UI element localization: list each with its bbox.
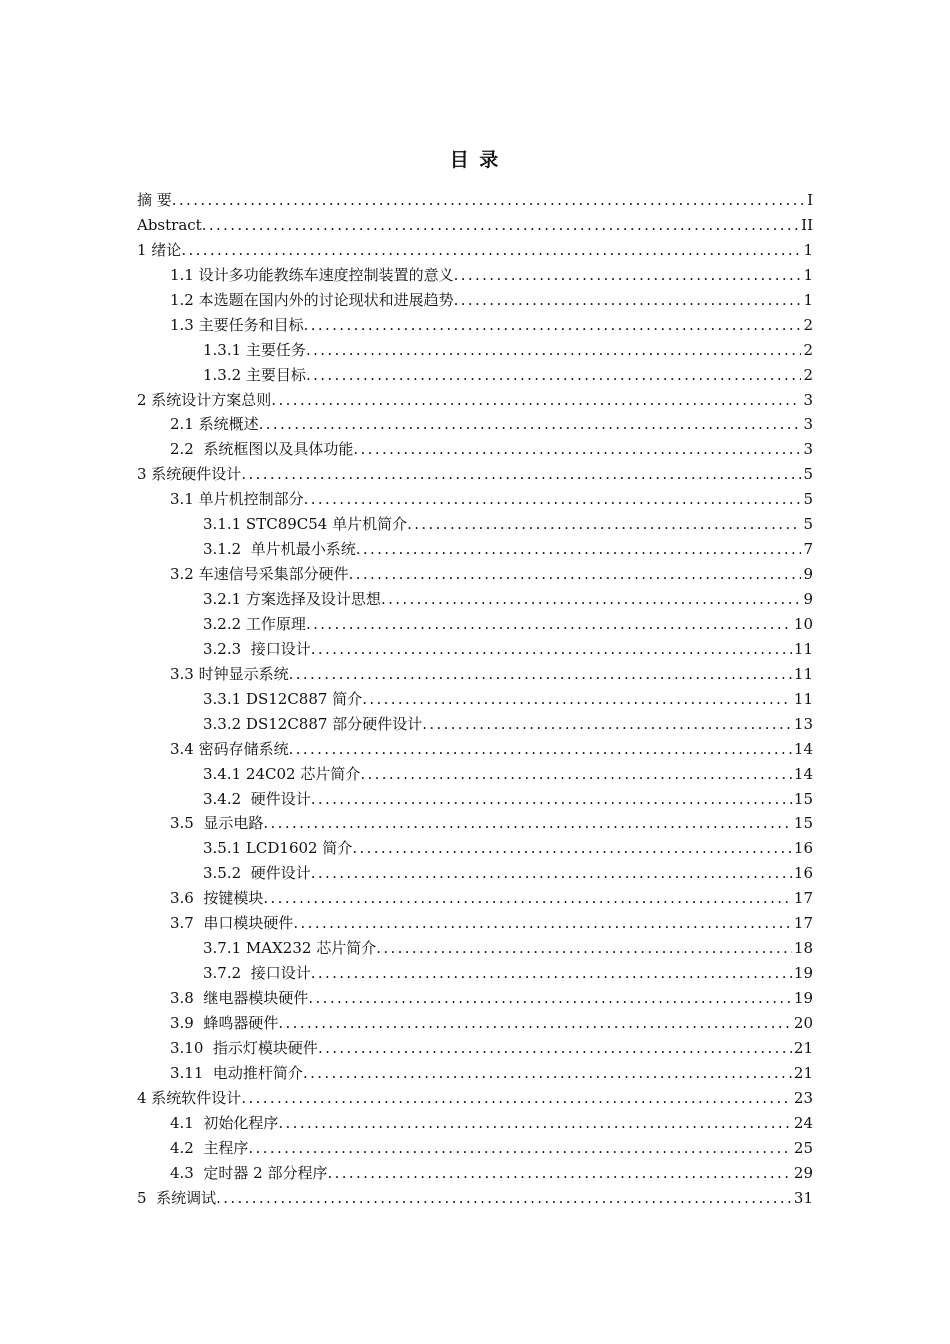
- toc-entry[interactable]: [137, 886, 813, 911]
- toc-entry-label: 1.2 本选题在国内外的讨论现状和进展趋势: [170, 290, 454, 309]
- dot-leader: [306, 363, 802, 388]
- toc-entry[interactable]: [137, 238, 813, 263]
- toc-entry-label: 1.3.1 主要任务: [203, 340, 306, 359]
- toc-entry-label: 3.7 串口模块硬件: [170, 914, 294, 933]
- toc-entry-label: 3.3.1 DS12C887 简介: [203, 689, 363, 708]
- dot-leader: [352, 836, 792, 861]
- toc-entry-page-number: 9: [803, 590, 813, 608]
- toc-entry-label: 3.8 继电器模块硬件: [170, 989, 309, 1007]
- toc-entry-page-number: 3: [803, 390, 813, 409]
- toc-entry-page-number: 21: [793, 1063, 813, 1082]
- toc-entry-label: 3.5.1 LCD1602 简介: [203, 839, 353, 858]
- dot-leader: [289, 662, 792, 687]
- toc-entry-label: 3.6 按键模块: [170, 889, 264, 908]
- dot-leader: [422, 712, 792, 737]
- toc-entry-page-number: 24: [793, 1113, 813, 1132]
- toc-entry[interactable]: [137, 587, 813, 612]
- toc-entry-page-number: 14: [793, 739, 813, 758]
- toc-entry-label: 3.7.1 MAX232 芯片简介: [203, 939, 377, 958]
- toc-entry[interactable]: [137, 811, 813, 836]
- toc-entry[interactable]: [137, 188, 813, 213]
- dot-leader: [311, 637, 792, 662]
- toc-entry-label: 3.2.3 接口设计: [203, 639, 311, 658]
- dot-leader: [376, 936, 792, 961]
- toc-entry-label: 4.2 主程序: [170, 1138, 249, 1157]
- toc-entry[interactable]: [137, 1111, 813, 1136]
- toc-entry-label: 3.2 车速信号采集部分硬件: [170, 565, 349, 584]
- toc-entry[interactable]: [137, 1011, 813, 1036]
- toc-entry-page-number: 11: [793, 639, 813, 658]
- toc-entry[interactable]: [137, 288, 813, 313]
- toc-entry-page-number: 5: [803, 490, 813, 509]
- toc-entry-label: 3.7.2 接口设计: [203, 964, 311, 983]
- toc-entry-label: 4.1 初始化程序: [170, 1113, 279, 1132]
- toc-entry[interactable]: [137, 462, 813, 487]
- toc-entry-label: 3.11 电动推杆简介: [170, 1063, 303, 1082]
- toc-entry-page-number: 23: [793, 1088, 813, 1107]
- toc-entry[interactable]: [137, 961, 813, 986]
- toc-entry-label: 3.3.2 DS12C887 部分硬件设计: [203, 714, 423, 733]
- toc-entry[interactable]: [137, 737, 813, 762]
- toc-entry-label: 3.4.2 硬件设计: [203, 789, 311, 808]
- dot-leader: [263, 811, 792, 836]
- toc-entry-label: 摘 要: [137, 191, 172, 209]
- dot-leader: [311, 861, 792, 886]
- toc-entry-page-number: 11: [793, 664, 813, 683]
- toc-entry[interactable]: [137, 861, 813, 886]
- dot-leader: [304, 313, 802, 338]
- dot-leader: [303, 1061, 792, 1086]
- dot-leader: [360, 762, 792, 787]
- toc-entry[interactable]: [137, 213, 813, 238]
- toc-entry-page-number: 10: [793, 614, 813, 633]
- dot-leader: [293, 911, 792, 936]
- toc-entry-page-number: 19: [793, 964, 813, 983]
- toc-entry-label: 3.5.2 硬件设计: [203, 864, 311, 883]
- dot-leader: [181, 238, 801, 263]
- toc-entry-page-number: 29: [793, 1163, 813, 1182]
- toc-entry[interactable]: [137, 487, 813, 512]
- dot-leader: [278, 1111, 792, 1136]
- toc-entry[interactable]: [137, 263, 813, 288]
- dot-leader: [278, 1011, 792, 1036]
- toc-entry[interactable]: [137, 537, 813, 562]
- toc-entry-label: 3.3 时钟显示系统: [170, 664, 289, 683]
- dot-leader: [216, 1186, 792, 1211]
- dot-leader: [381, 587, 802, 612]
- dot-leader: [248, 1136, 792, 1161]
- toc-entry[interactable]: [137, 313, 813, 338]
- toc-entry-label: 1.1 设计多功能教练车速度控制装置的意义: [170, 265, 454, 284]
- toc-entry-page-number: 5: [803, 515, 813, 534]
- toc-entry-page-number: 16: [793, 839, 813, 858]
- toc-entry-page-number: 2: [803, 365, 813, 384]
- toc-entry-page-number: II: [801, 215, 813, 234]
- toc-entry[interactable]: [137, 1161, 813, 1186]
- toc-entry[interactable]: [137, 712, 813, 737]
- toc-entry-label: 1.3 主要任务和目标: [170, 315, 304, 334]
- toc-entry[interactable]: [137, 1136, 813, 1161]
- toc-entry-label: 4 系统软件设计: [137, 1088, 242, 1107]
- toc-entry-page-number: I: [807, 191, 813, 209]
- toc-entry[interactable]: [137, 338, 813, 363]
- toc-entry[interactable]: [137, 936, 813, 961]
- toc-entry-page-number: 15: [793, 789, 813, 808]
- toc-entry-label: 2 系统设计方案总则: [137, 390, 272, 409]
- toc-entry[interactable]: [137, 1036, 813, 1061]
- dot-leader: [318, 1036, 792, 1061]
- dot-leader: [454, 288, 802, 313]
- toc-entry-label: 1 绪论: [137, 240, 182, 259]
- toc-entry-page-number: 20: [793, 1013, 813, 1032]
- toc-entry[interactable]: [137, 437, 813, 462]
- toc-entry-label: 3.1 单片机控制部分: [170, 490, 304, 509]
- toc-entry[interactable]: [137, 687, 813, 712]
- toc-list: [137, 188, 813, 1210]
- dot-leader: [259, 412, 802, 437]
- toc-entry-label: 3.1.1 STC89C54 单片机简介: [203, 515, 408, 534]
- toc-entry-page-number: 15: [793, 814, 813, 833]
- toc-entry-label: 4.3 定时器 2 部分程序: [170, 1163, 328, 1182]
- toc-entry-page-number: 3: [803, 415, 813, 434]
- toc-entry-label: 3.9 蜂鸣器硬件: [170, 1013, 279, 1032]
- toc-entry-label: 3.2.1 方案选择及设计思想: [203, 590, 381, 608]
- dot-leader: [353, 437, 801, 462]
- toc-entry-page-number: 21: [793, 1038, 813, 1057]
- toc-entry-page-number: 5: [803, 465, 813, 484]
- toc-entry[interactable]: [137, 363, 813, 388]
- dot-leader: [271, 388, 801, 413]
- toc-entry-page-number: 19: [793, 989, 813, 1007]
- toc-entry[interactable]: [137, 1186, 813, 1211]
- dot-leader: [289, 737, 792, 762]
- dot-leader: [311, 787, 792, 812]
- toc-entry[interactable]: [137, 986, 813, 1011]
- dot-leader: [304, 487, 802, 512]
- toc-entry-label: 3.4 密码存储系统: [170, 739, 289, 758]
- toc-entry-label: 3.4.1 24C02 芯片简介: [203, 764, 361, 783]
- toc-entry-page-number: 16: [793, 864, 813, 883]
- toc-entry-label: 1.3.2 主要目标: [203, 365, 306, 384]
- toc-entry-page-number: 11: [793, 689, 813, 708]
- dot-leader: [327, 1161, 791, 1186]
- toc-entry-page-number: 31: [793, 1188, 813, 1207]
- toc-entry-label: 3.10 指示灯模块硬件: [170, 1038, 318, 1057]
- toc-entry-page-number: 18: [793, 939, 813, 958]
- toc-entry[interactable]: [137, 1086, 813, 1111]
- toc-entry-page-number: 1: [803, 240, 813, 259]
- toc-entry[interactable]: [137, 662, 813, 687]
- toc-entry-page-number: 13: [793, 714, 813, 733]
- dot-leader: [263, 886, 792, 911]
- toc-entry-label: 2.2 系统框图以及具体功能: [170, 440, 354, 459]
- dot-leader: [362, 687, 792, 712]
- toc-entry-label: 2.1 系统概述: [170, 415, 259, 434]
- toc-entry-page-number: 7: [803, 540, 813, 559]
- toc-entry-page-number: 9: [803, 565, 813, 584]
- dot-leader: [172, 188, 805, 213]
- toc-entry[interactable]: [137, 762, 813, 787]
- dot-leader: [311, 961, 792, 986]
- toc-entry-page-number: 25: [793, 1138, 813, 1157]
- toc-entry[interactable]: [137, 612, 813, 637]
- toc-entry-label: Abstract: [137, 215, 202, 234]
- toc-entry-page-number: 17: [793, 889, 813, 908]
- toc-entry[interactable]: [137, 911, 813, 936]
- toc-entry-label: 3 系统硬件设计: [137, 465, 242, 484]
- toc-entry-page-number: 2: [803, 340, 813, 359]
- dot-leader: [407, 512, 801, 537]
- toc-entry[interactable]: [137, 836, 813, 861]
- toc-entry[interactable]: [137, 388, 813, 413]
- toc-entry-page-number: 1: [803, 265, 813, 284]
- toc-entry[interactable]: [137, 562, 813, 587]
- toc-entry[interactable]: [137, 787, 813, 812]
- toc-entry-label: 3.2.2 工作原理: [203, 614, 306, 633]
- toc-entry-page-number: 2: [803, 315, 813, 334]
- toc-entry-page-number: 1: [803, 290, 813, 309]
- toc-entry-page-number: 17: [793, 914, 813, 933]
- dot-leader: [241, 462, 801, 487]
- dot-leader: [241, 1086, 792, 1111]
- dot-leader: [356, 537, 802, 562]
- toc-entry-label: 5 系统调试: [137, 1188, 217, 1207]
- dot-leader: [306, 612, 792, 637]
- toc-entry[interactable]: [137, 412, 813, 437]
- toc-entry-page-number: 14: [793, 764, 813, 783]
- dot-leader: [349, 562, 802, 587]
- toc-entry-label: 3.5 显示电路: [170, 814, 264, 833]
- toc-entry[interactable]: [137, 1061, 813, 1086]
- dot-leader: [454, 263, 802, 288]
- toc-entry[interactable]: [137, 637, 813, 662]
- toc-title: 目 录: [449, 149, 501, 171]
- toc-entry[interactable]: [137, 512, 813, 537]
- dot-leader: [306, 338, 802, 363]
- dot-leader: [202, 213, 799, 238]
- toc-entry-label: 3.1.2 单片机最小系统: [203, 540, 356, 559]
- dot-leader: [308, 986, 792, 1011]
- toc-entry-page-number: 3: [803, 440, 813, 459]
